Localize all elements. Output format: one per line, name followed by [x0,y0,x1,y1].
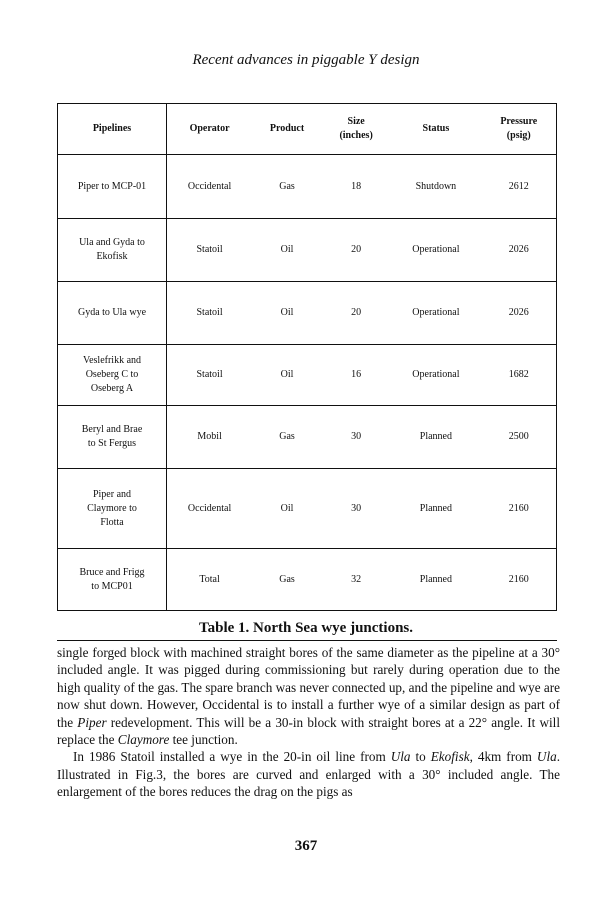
table-row [58,549,557,611]
table-row [58,469,557,549]
body-text [57,644,560,801]
header-pressure-unit: (psig) [506,130,531,141]
cell-status: Operational [390,345,481,406]
text-run: redevelopment. This will be a 30-in block with straight bores at a 22° angle. It will replace the [57,714,560,748]
cell-product: Gas [252,406,322,469]
cell-size: 16 [322,345,390,406]
cell-operator: Total [167,549,253,611]
text-run: single forged block with machined straight bores of the same diameter as the pipeline at a 30° included angle. It was pigged during commissioning but rarely during operation due to the high quality of the gas. The spare branch was never connected up, and the pipeline and wye are now shut down. However, Occidental is to install a further wye of a similar design as part of the [57,645,560,730]
pipeline-line: Ekofisk [96,251,128,262]
cell-status: Planned [390,549,481,611]
table-row [58,282,557,345]
header-operator: Operator [167,104,253,155]
cell-product: Oil [252,345,322,406]
table-row [58,345,557,406]
cell-pipeline [58,469,167,549]
cell-size: 20 [322,219,390,282]
table-caption: Table 1. North Sea wye junctions. [198,620,414,636]
paragraph-1 [57,644,560,748]
cell-operator: Statoil [167,219,253,282]
cell-status: Shutdown [390,155,481,219]
cell-operator: Statoil [167,345,253,406]
cell-pipeline [58,406,167,469]
cell-pressure: 2026 [482,282,557,345]
cell-pipeline [58,282,167,345]
pipeline-line: to St Fergus [87,438,137,449]
pipeline-line: Claymore to [87,502,137,514]
header-size [322,104,390,155]
header-status: Status [390,104,481,155]
pipeline-line: Beryl and Brae [81,424,143,435]
emphasis-ekofisk: Ekofisk [430,749,470,765]
text-run: . Illustrated in Fig.3, the bores are curved and enlarged with a 30° included angle. The enlargement of the bores reduces the drag on the pigs as [57,749,560,800]
pipeline-line: Flotta [100,516,124,528]
cell-size: 18 [322,155,390,219]
header-pressure-label: Pressure [500,116,538,127]
cell-pressure: 2500 [482,406,557,469]
cell-pressure: 2612 [482,155,557,219]
north-sea-wye-table [57,103,557,611]
cell-operator: Occidental [167,155,253,219]
pipeline-line: to MCP01 [91,580,133,592]
text-run: , 4km from [469,749,537,765]
cell-pressure: 2160 [482,549,557,611]
paragraph-2 [57,748,560,800]
cell-pressure: 2160 [482,469,557,549]
cell-size: 20 [322,282,390,345]
cell-pipeline [58,219,167,282]
text-run: to [410,749,431,765]
cell-pressure: 1682 [482,345,557,406]
cell-operator: Mobil [167,406,253,469]
pipeline-line: Gyda to Ula wye [77,307,147,318]
cell-operator: Occidental [167,469,253,549]
cell-product: Oil [252,219,322,282]
emphasis-ula: Ula [390,749,411,765]
table-header-row [58,104,557,155]
caption-rule [57,640,557,641]
header-pipelines: Pipelines [58,104,167,155]
cell-status: Planned [390,406,481,469]
cell-size: 32 [322,549,390,611]
table-row [58,155,557,219]
text-run: In 1986 Statoil installed a wye in the 20-in oil line from [73,749,391,765]
cell-pipeline [58,549,167,611]
cell-pipeline [58,345,167,406]
page-number: 367 [294,838,318,854]
text-run: tee junction. [169,732,238,748]
emphasis-ula: Ula [536,749,557,765]
cell-status: Operational [390,219,481,282]
cell-pipeline [58,155,167,219]
cell-product: Gas [252,155,322,219]
pipeline-line: Oseberg C to [85,369,139,380]
cell-size: 30 [322,406,390,469]
cell-status: Operational [390,282,481,345]
pipeline-line: Piper and [92,488,132,500]
cell-operator: Statoil [167,282,253,345]
header-size-unit: (inches) [339,130,373,141]
cell-product: Oil [252,469,322,549]
running-head: Recent advances in piggable Y design [192,52,420,68]
header-product: Product [252,104,322,155]
header-size-label: Size [347,116,365,127]
pipeline-line: Oseberg A [90,383,134,394]
table-row [58,406,557,469]
pipeline-line: Bruce and Frigg [79,566,145,578]
cell-size: 30 [322,469,390,549]
emphasis-claymore: Claymore [117,732,170,748]
emphasis-piper: Piper [77,714,107,730]
pipeline-line: Ula and Gyda to [79,237,145,248]
pipeline-line: Veslefrikk and [82,355,142,366]
pipeline-line: Piper to MCP-01 [77,180,147,192]
table-row [58,219,557,282]
cell-status: Planned [390,469,481,549]
header-pressure [482,104,557,155]
cell-product: Oil [252,282,322,345]
cell-pressure: 2026 [482,219,557,282]
cell-product: Gas [252,549,322,611]
